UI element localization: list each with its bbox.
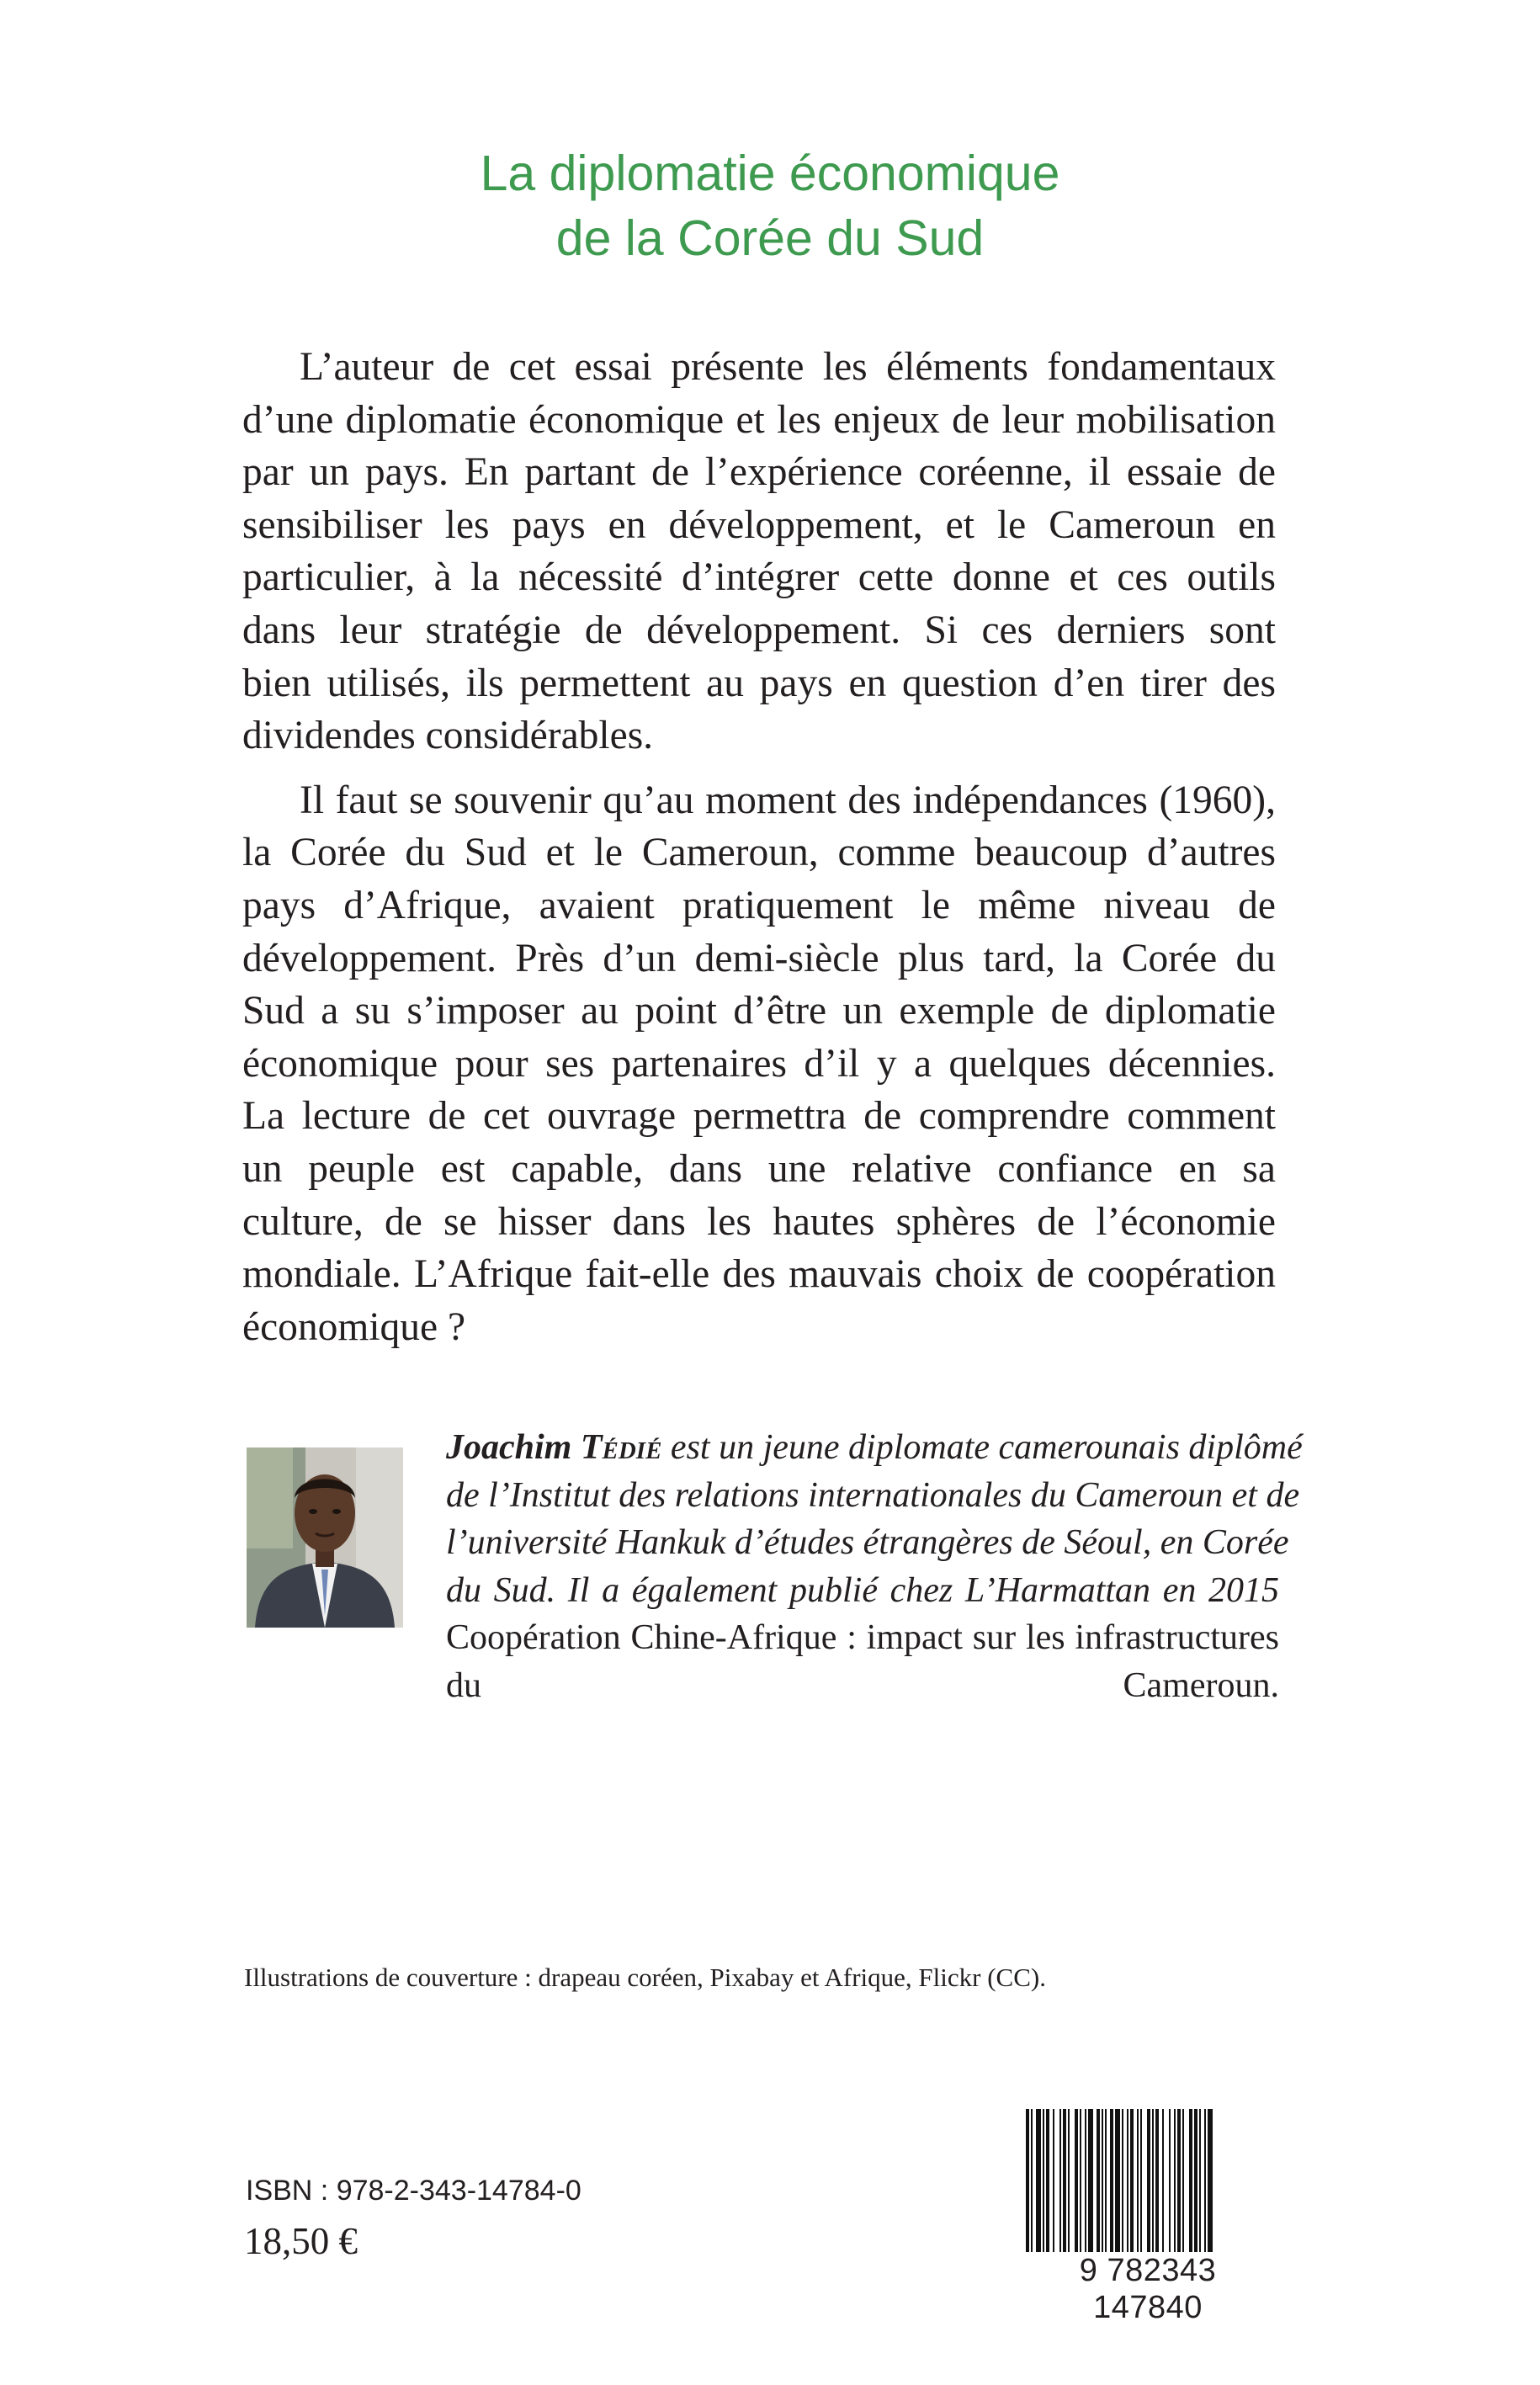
author-photo <box>247 1447 403 1628</box>
summary-line: la Corée du Sud et le Cameroun, comme beaucoup d’autres <box>242 831 1276 875</box>
barcode-bar <box>1059 2109 1061 2259</box>
summary-line: Il faut se souvenir qu’au moment des indépendances (1960), <box>300 778 1276 822</box>
bio-line-6: du Cameroun. <box>446 1665 1279 1705</box>
barcode-bar <box>1026 2109 1029 2259</box>
barcode-bar <box>1085 2109 1086 2259</box>
summary-line: pays d’Afrique, avaient pratiquement le même niveau de <box>242 883 1276 927</box>
barcode-bar <box>1036 2109 1041 2259</box>
summary-line: bien utilisés, ils permettent au pays en question d’en tirer des <box>242 661 1276 705</box>
isbn-text: ISBN : 978-2-343-14784-0 <box>246 2175 581 2207</box>
barcode-bar <box>1115 2109 1120 2259</box>
barcode-bar <box>1122 2109 1123 2259</box>
barcode-bar <box>1182 2109 1184 2259</box>
barcode-bar <box>1110 2109 1113 2259</box>
barcode-bar <box>1068 2109 1070 2259</box>
author-last-name: Tédié <box>580 1428 662 1467</box>
barcode-bar <box>1105 2109 1107 2259</box>
author-first-name: Joachim <box>446 1428 572 1467</box>
barcode-bar <box>1162 2109 1164 2259</box>
bio-line-2: de l’Institut des relations internationales du Cameroun et de <box>446 1475 1300 1515</box>
barcode-bar <box>1088 2109 1093 2259</box>
bio-line-4: du Sud. Il a également publié chez L’Harmattan en 2015 <box>446 1570 1279 1610</box>
summary-line: développement. Près d’un demi-siècle plus tard, la Corée du <box>242 936 1276 980</box>
barcode-bar <box>1194 2109 1197 2259</box>
barcode-bar <box>1177 2109 1181 2259</box>
bio-line-3: l’université Hankuk d’études étrangères de Séoul, en Corée <box>446 1523 1289 1562</box>
barcode-bar <box>1140 2109 1142 2259</box>
barcode-bar <box>1127 2109 1128 2259</box>
barcode-bar <box>1097 2109 1100 2259</box>
summary-line: économique pour ses partenaires d’il y a quelques décennies. <box>242 1041 1276 1086</box>
barcode-bar <box>1147 2109 1150 2259</box>
summary-line: culture, de se hisser dans les hautes sphères de l’économie <box>242 1199 1276 1244</box>
barcode-bar <box>1169 2109 1171 2259</box>
book-summary <box>242 341 1276 1353</box>
summary-line: dividendes considérables. <box>242 714 654 758</box>
barcode-digits: 9 782343 147840 <box>1021 2252 1275 2326</box>
bio-line-1 <box>446 1424 1303 1472</box>
summary-line: sensibiliser les pays en développement, et le Cameroun en <box>242 502 1276 547</box>
bio-line-1-rest: est un jeune diplomate camerounais diplômé <box>661 1428 1303 1467</box>
summary-paragraph-2 <box>242 774 1276 1354</box>
summary-line: par un pays. En partant de l’expérience coréenne, il essaie de <box>242 450 1276 495</box>
book-title <box>0 141 1540 271</box>
book-title-line-2: de la Corée du Sud <box>555 210 985 266</box>
barcode-bar <box>1063 2109 1066 2259</box>
cover-credits: Illustrations de couverture : drapeau coréen, Pixabay et Afrique, Flickr (CC). <box>244 1963 1046 1992</box>
summary-line: mondiale. L’Afrique fait-elle des mauvais choix de coopération <box>242 1252 1276 1297</box>
barcode-bar <box>1031 2109 1033 2259</box>
barcode-bar <box>1199 2109 1201 2259</box>
summary-line: un peuple est capable, dans une relative confiance en sa <box>242 1146 1276 1191</box>
barcode-bar <box>1046 2109 1049 2259</box>
price-text: 18,50 € <box>244 2220 358 2262</box>
barcode-bar <box>1043 2109 1044 2259</box>
summary-line: dans leur stratégie de développement. Si ces derniers sont <box>242 608 1276 652</box>
barcode-bar <box>1080 2109 1081 2259</box>
book-title-line-1: La diplomatie économique <box>480 146 1060 201</box>
summary-line: économique ? <box>242 1304 466 1349</box>
barcode-bar <box>1155 2109 1159 2259</box>
barcode-bar <box>1204 2109 1206 2259</box>
bio-line-5: Coopération Chine-Afrique : impact sur les infrastructures <box>446 1618 1279 1657</box>
summary-line: L’auteur de cet essai présente les éléments fondamentaux <box>300 345 1276 389</box>
barcode-bar <box>1053 2109 1054 2259</box>
barcode-bar <box>1152 2109 1154 2259</box>
barcode-bar <box>1174 2109 1176 2259</box>
author-bio <box>446 1424 1303 1709</box>
summary-line: d’une diplomatie économique et les enjeux de leur mobilisation <box>242 397 1276 442</box>
barcode-bar <box>1102 2109 1103 2259</box>
summary-paragraph-1 <box>242 341 1276 762</box>
summary-line: Sud a su s’imposer au point d’être un exemple de diplomatie <box>242 989 1276 1033</box>
barcode-bar <box>1189 2109 1192 2259</box>
barcode-bar <box>1075 2109 1078 2259</box>
summary-line: La lecture de cet ouvrage permettra de comprendre comment <box>242 1094 1276 1139</box>
barcode-bar <box>1137 2109 1139 2259</box>
barcode-bar <box>1208 2109 1213 2259</box>
barcode-bar <box>1130 2109 1134 2259</box>
summary-line: particulier, à la nécessité d’intégrer cette donne et ces outils <box>242 555 1276 600</box>
